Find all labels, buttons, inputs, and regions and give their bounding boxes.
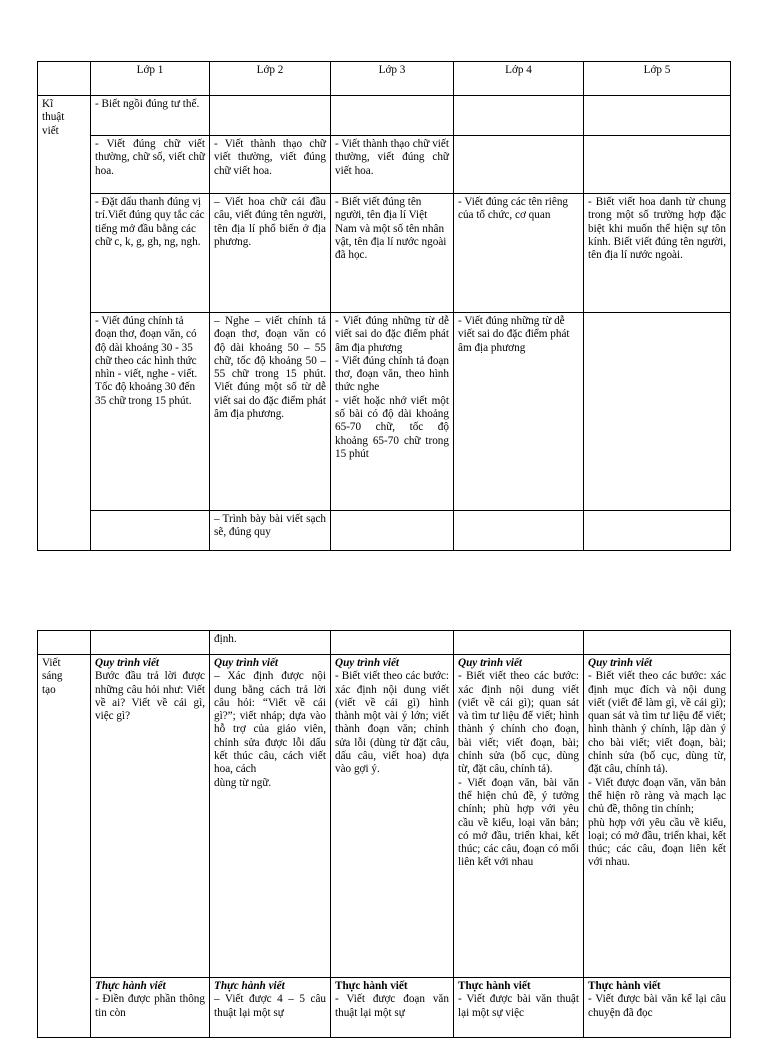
table-cell xyxy=(454,978,584,1038)
table-cell xyxy=(584,978,731,1038)
section-heading: Thực hành viết xyxy=(335,980,408,992)
table-cell: - Viết thành thạo chữ viết thường, viết đúng chữ viết hoa. xyxy=(210,136,331,194)
header-cell-lop-5: Lớp 5 xyxy=(584,62,731,96)
table-row xyxy=(38,194,731,313)
table-cell: - Biết ngồi đúng tư thế. xyxy=(91,96,210,136)
table-cell xyxy=(210,96,331,136)
table-cell: - Biết viết hoa danh từ chung trong một số trường hợp đặc biệt khi muốn thể hiện sự tôn kính. Biết viết đúng tên người, tên địa lí nước ngoài. xyxy=(584,194,731,313)
section-heading: Thực hành viết xyxy=(458,980,531,992)
category-line: sáng xyxy=(42,670,63,683)
category-cell-ki-thuat-viet xyxy=(38,96,91,551)
cell-text: - Biết viết theo các bước: xác định mục đích và nội dung viết (viết để làm gì, về cái gì); quan sát và tìm tư liệu để viết; hình thành ý chính, lập dàn ý cho bài viết; viết đoạn, bài; chỉnh sửa (bố cục, dùng từ, đặt câu, chính tả). - Viết được đoạn văn, văn bản thể hiện rõ ràng và mạch lạc chủ đề, thông tin chính; phù hợp với yêu cầu về kiểu, loại; có mở đầu, triển khai, kết thúc; các câu, đoạn liên kết với nhau. xyxy=(588,670,726,869)
cell-text: Bước đầu trả lời được những câu hỏi như: Viết về ai? Viết về cái gì, việc gì? xyxy=(95,670,205,723)
category-line: tạo xyxy=(42,683,56,696)
table-cell: định. xyxy=(210,631,331,655)
table-cell xyxy=(454,136,584,194)
table-row xyxy=(38,313,731,511)
section-heading: Thực hành viết xyxy=(214,980,285,992)
table-row xyxy=(38,978,731,1038)
category-line: viết xyxy=(42,124,59,137)
table-cell: - Viết đúng những từ dễ viết sai do đặc điểm phát âm địa phương xyxy=(454,313,584,511)
table-cell: – Viết hoa chữ cái đầu câu, viết đúng tên người, tên địa lí phổ biến ở địa phương. xyxy=(210,194,331,313)
header-cell-lop-2: Lớp 2 xyxy=(210,62,331,96)
cell-text: - Biết viết theo các bước: xác định nội dung viết (viết về cái gì) hình thành một vài ý lớn; viết thành đoạn văn; chỉnh sửa lỗi (dùng từ đặt câu, dấu câu, viết hoa) dựa vào gợi ý. xyxy=(335,670,449,776)
table-row xyxy=(38,511,731,551)
table-cell xyxy=(454,655,584,978)
header-cell-lop-4: Lớp 4 xyxy=(454,62,584,96)
section-heading: Thực hành viết xyxy=(588,980,661,992)
category-cell-viet-sang-tao xyxy=(38,655,91,1038)
header-cell-empty xyxy=(38,62,91,96)
table-cell xyxy=(331,631,454,655)
cell-text: - Điền được phần thông tin còn xyxy=(95,993,205,1019)
table-cell xyxy=(38,631,91,655)
table-cell: - Viết đúng các tên riêng của tổ chức, cơ quan xyxy=(454,194,584,313)
curriculum-table-part-1 xyxy=(37,61,731,551)
header-cell-lop-1: Lớp 1 xyxy=(91,62,210,96)
cell-text: - Biết viết theo các bước: xác định nội dung viết (viết về cái gì); quan sát và tìm tư liệu để viết; hình thành ý chính cho đoạn, bài viết; viết đoạn, bài; chỉnh sửa (bố cục, dùng từ, đặt câu, chính tả). - Viết đoạn văn, bài văn thể hiện chủ đề, ý tưởng chính; phù hợp với yêu cầu về kiểu, loại văn bản; có mở đầu, triển khai, kết thúc; các câu, đoạn có mối liên kết với nhau xyxy=(458,670,579,869)
curriculum-table-part-2 xyxy=(37,630,731,1038)
table-cell: – Nghe – viết chính tả đoạn thơ, đoạn văn có độ dài khoảng 50 – 55 chữ, tốc độ khoảng 50 – 55 chữ trong 15 phút. Viết đúng một số từ dễ viết sai do đặc điểm phát âm địa phương. xyxy=(210,313,331,511)
section-heading: Quy trình viết xyxy=(588,657,653,669)
table-cell xyxy=(584,136,731,194)
table-cell xyxy=(331,511,454,551)
cell-text: – Xác định được nội dung bằng cách trả lời câu hỏi: “Viết về cái gì?”; viết nháp; dựa vào hỗ trợ của giáo viên, chỉnh sửa được lỗi dấu kết thúc câu, cách viết hoa, cách dùng từ ngữ. xyxy=(214,670,326,789)
category-line: thuật xyxy=(42,111,65,124)
table-cell: - Biết viết đúng tên người, tên địa lí Việt Nam và một số tên nhân vật, tên địa lí nước ngoài đã học. xyxy=(331,194,454,313)
table-cell xyxy=(331,655,454,978)
table-cell xyxy=(584,655,731,978)
table-cell: - Đặt dấu thanh đúng vị trí.Viết đúng quy tắc các tiếng mở đầu bằng các chữ c, k, g, gh, ng, ngh. xyxy=(91,194,210,313)
table-cell xyxy=(331,96,454,136)
table-cell: - Viết thành thạo chữ viết thường, viết đúng chữ viết hoa. xyxy=(331,136,454,194)
table-cell xyxy=(91,655,210,978)
table-row xyxy=(38,631,731,655)
section-heading: Quy trình viết xyxy=(335,657,400,669)
section-heading: Quy trình viết xyxy=(214,657,279,669)
category-line: Viết xyxy=(42,657,61,669)
table-cell xyxy=(584,631,731,655)
cell-text: - Viết được bài văn thuật lại một sự việc xyxy=(458,993,579,1019)
section-heading: Quy trình viết xyxy=(95,657,160,669)
table-cell xyxy=(454,511,584,551)
table-cell xyxy=(584,96,731,136)
table-cell: – Trình bày bài viết sạch sẽ, đúng quy xyxy=(210,511,331,551)
cell-text: - Viết được đoạn văn thuật lại một sự xyxy=(335,993,449,1019)
table-cell xyxy=(210,978,331,1038)
table-cell xyxy=(584,313,731,511)
table-cell xyxy=(210,655,331,978)
cell-text: - Viết được bài văn kể lại câu chuyện đã đọc xyxy=(588,993,726,1019)
table-cell xyxy=(331,978,454,1038)
table-cell xyxy=(91,978,210,1038)
table-cell: - Viết đúng những từ dễ viết sai do đặc điểm phát âm địa phương - Viết đúng chính tả đoạn thơ, đoạn văn, theo hình thức nghe - viết hoặc nhớ viết một số bài có độ dài khoảng 65-70 chữ, tốc độ khoảng 65-70 chữ trong 15 phút xyxy=(331,313,454,511)
table-cell: - Viết đúng chính tả đoạn thơ, đoạn văn, có độ dài khoảng 30 - 35 chữ theo các hình thức nhìn - viết, nghe - viết. Tốc độ khoảng 30 đến 35 chữ trong 15 phút. xyxy=(91,313,210,511)
table-cell: - Viết đúng chữ viết thường, chữ số, viết chữ hoa. xyxy=(91,136,210,194)
table-cell xyxy=(454,631,584,655)
section-heading: Quy trình viết xyxy=(458,657,523,669)
table-row xyxy=(38,655,731,978)
header-row xyxy=(38,62,731,96)
cell-text: – Viết được 4 – 5 câu thuật lại một sự xyxy=(214,993,326,1019)
table-row xyxy=(38,96,731,136)
table-cell xyxy=(91,631,210,655)
table-row xyxy=(38,136,731,194)
table-cell xyxy=(454,96,584,136)
category-line: Kĩ xyxy=(42,98,54,110)
header-cell-lop-3: Lớp 3 xyxy=(331,62,454,96)
table-cell xyxy=(584,511,731,551)
section-heading: Thực hành viết xyxy=(95,980,166,992)
table-cell xyxy=(91,511,210,551)
